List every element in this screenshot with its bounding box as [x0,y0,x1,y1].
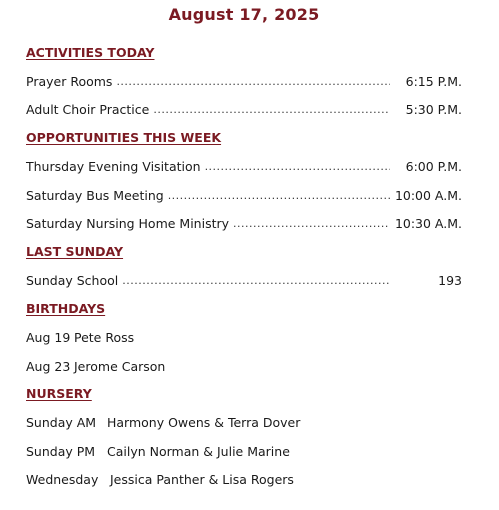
birthday-row [26,329,134,347]
attendance-label: Sunday School [26,273,119,288]
activity-row [26,101,462,119]
opportunity-row [26,215,462,233]
nursery-slot: Wednesday [26,472,99,487]
heading-activities-today: ACTIVITIES TODAY [26,45,155,60]
birthday-date: Aug 19 [26,330,71,345]
heading-birthdays: BIRTHDAYS [26,301,106,316]
birthday-name: Jerome Carson [74,359,166,374]
dot-leader [205,158,390,176]
attendance-count: 193 [438,273,462,288]
activity-label: Prayer Rooms [26,74,113,89]
dot-leader [116,73,390,91]
activity-time: 5:30 P.M. [405,102,462,117]
birthday-name: Pete Ross [74,330,135,345]
opportunity-label: Saturday Bus Meeting [26,188,164,203]
activity-label: Adult Choir Practice [26,102,150,117]
attendance-row [26,272,462,290]
bulletin-date: August 17, 2025 [168,5,320,24]
opportunity-time: 6:00 P.M. [405,159,462,174]
birthday-date: Aug 23 [26,359,71,374]
dot-leader [233,215,390,233]
activity-row [26,73,462,91]
nursery-volunteers: Cailyn Norman & Julie Marine [107,444,290,459]
activity-time: 6:15 P.M. [405,74,462,89]
heading-nursery: NURSERY [26,386,92,401]
nursery-volunteers: Jessica Panther & Lisa Rogers [110,472,294,487]
nursery-slot: Sunday PM [26,444,96,459]
opportunity-row [26,187,462,205]
birthday-row [26,358,165,376]
opportunity-label: Thursday Evening Visitation [26,159,201,174]
nursery-row [26,414,300,432]
nursery-slot: Sunday AM [26,415,97,430]
heading-opportunities-this-week: OPPORTUNITIES THIS WEEK [26,130,222,145]
dot-leader [168,187,390,205]
opportunity-row [26,158,462,176]
opportunity-time: 10:30 A.M. [394,216,462,231]
dot-leader [122,272,390,290]
dot-leader [153,101,390,119]
nursery-row [26,443,290,461]
nursery-volunteers: Harmony Owens & Terra Dover [107,415,301,430]
heading-last-sunday: LAST SUNDAY [26,244,124,259]
nursery-row [26,471,294,489]
opportunity-time: 10:00 A.M. [394,188,462,203]
opportunity-label: Saturday Nursing Home Ministry [26,216,230,231]
